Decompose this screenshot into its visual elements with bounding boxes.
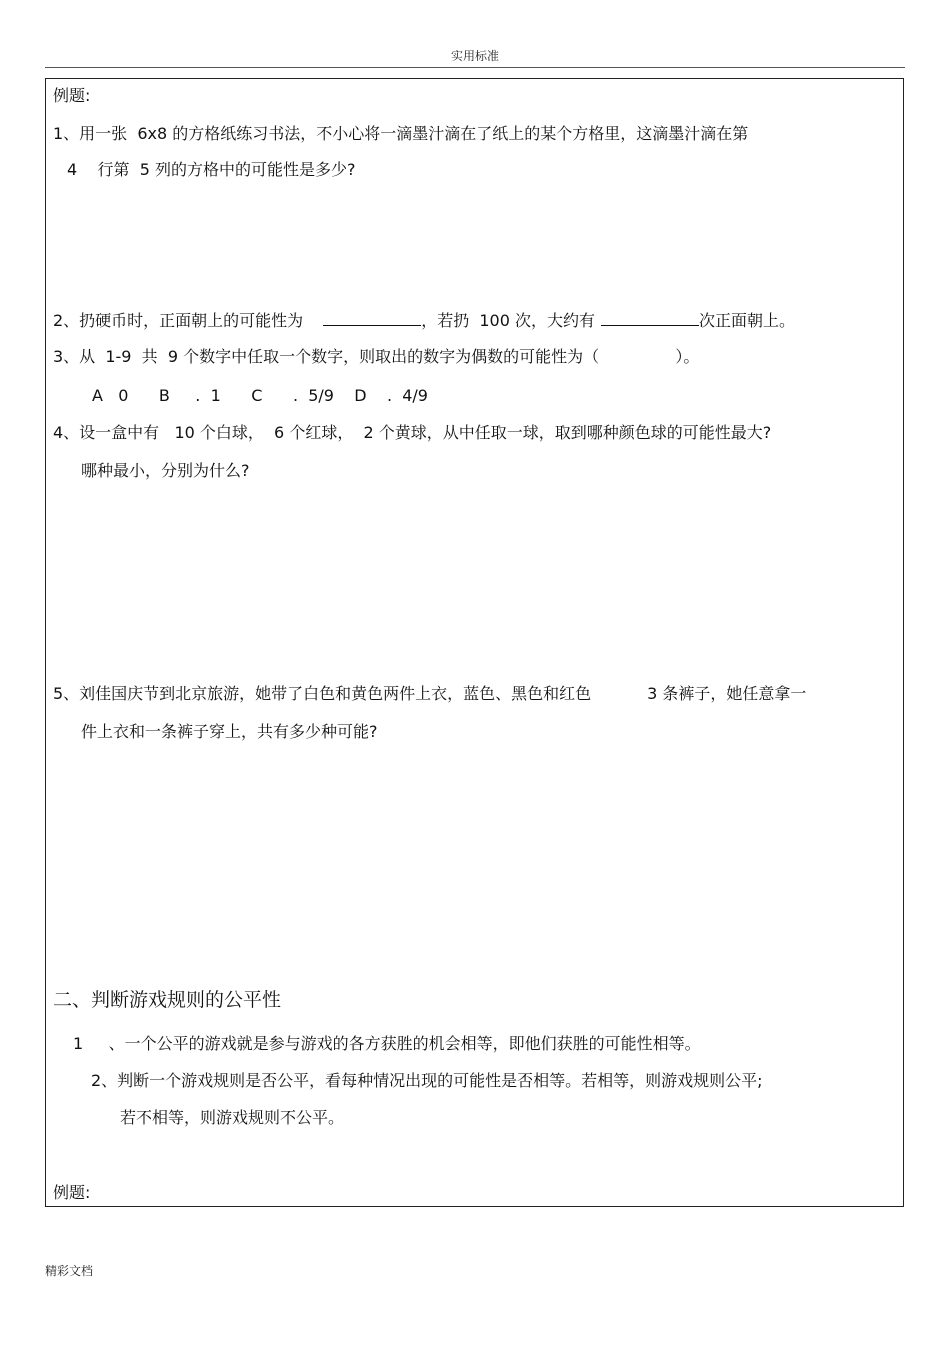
section-title: 二、判断游戏规则的公平性 — [53, 989, 282, 1011]
question-2-blank-2 — [601, 309, 699, 326]
question-2 — [53, 309, 795, 331]
section-paragraph-2-line-1: 2、判断一个游戏规则是否公平，看每种情况出现的可能性是否相等。若相等，则游戏规则公平; — [91, 1071, 763, 1090]
page-footer: 精彩文档 — [45, 1264, 94, 1278]
content-frame — [45, 78, 904, 1207]
question-1-line-1: 1、用一张 6x8 的方格纸练习书法，不小心将一滴墨汁滴在了纸上的某个方格里，这滴墨汁滴在第 — [53, 124, 749, 143]
question-2-blank-1 — [323, 309, 421, 326]
question-3-options: A 0 B . 1 C . 5/9 D . 4/9 — [92, 386, 428, 405]
page-header: 实用标准 — [450, 49, 499, 63]
example-label-2: 例题: — [53, 1183, 91, 1202]
question-4-line-2: 哪种最小，分别为什么? — [81, 461, 250, 480]
question-1-line-2: 4 行第 5 列的方格中的可能性是多少? — [67, 160, 356, 179]
question-4-line-1: 4、设一盒中有 10 个白球， 6 个红球， 2 个黄球，从中任取一球，取到哪种颜色球的可能性最大? — [53, 423, 772, 442]
question-2-text-1: 2、扔硬币时，正面朝上的可能性为 — [53, 311, 304, 330]
header-rule — [45, 67, 905, 68]
question-3-line-1: 3、从 1-9 共 9 个数字中任取一个数字，则取出的数字为偶数的可能性为（ ）。 — [53, 347, 700, 366]
question-5-line-2: 件上衣和一条裤子穿上，共有多少种可能? — [81, 722, 378, 741]
question-2-text-3: 次正面朝上。 — [699, 311, 796, 330]
question-2-text-2: ，若扔 100 次，大约有 — [421, 311, 595, 330]
section-paragraph-2-line-2: 若不相等，则游戏规则不公平。 — [120, 1108, 345, 1127]
section-paragraph-1: 1 、一个公平的游戏就是参与游戏的各方获胜的机会相等，即他们获胜的可能性相等。 — [73, 1034, 701, 1053]
question-5-line-1: 5、刘佳国庆节到北京旅游，她带了白色和黄色两件上衣，蓝色、黑色和红色 3 条裤子，她任意拿一 — [53, 684, 807, 703]
example-label: 例题: — [53, 86, 91, 105]
